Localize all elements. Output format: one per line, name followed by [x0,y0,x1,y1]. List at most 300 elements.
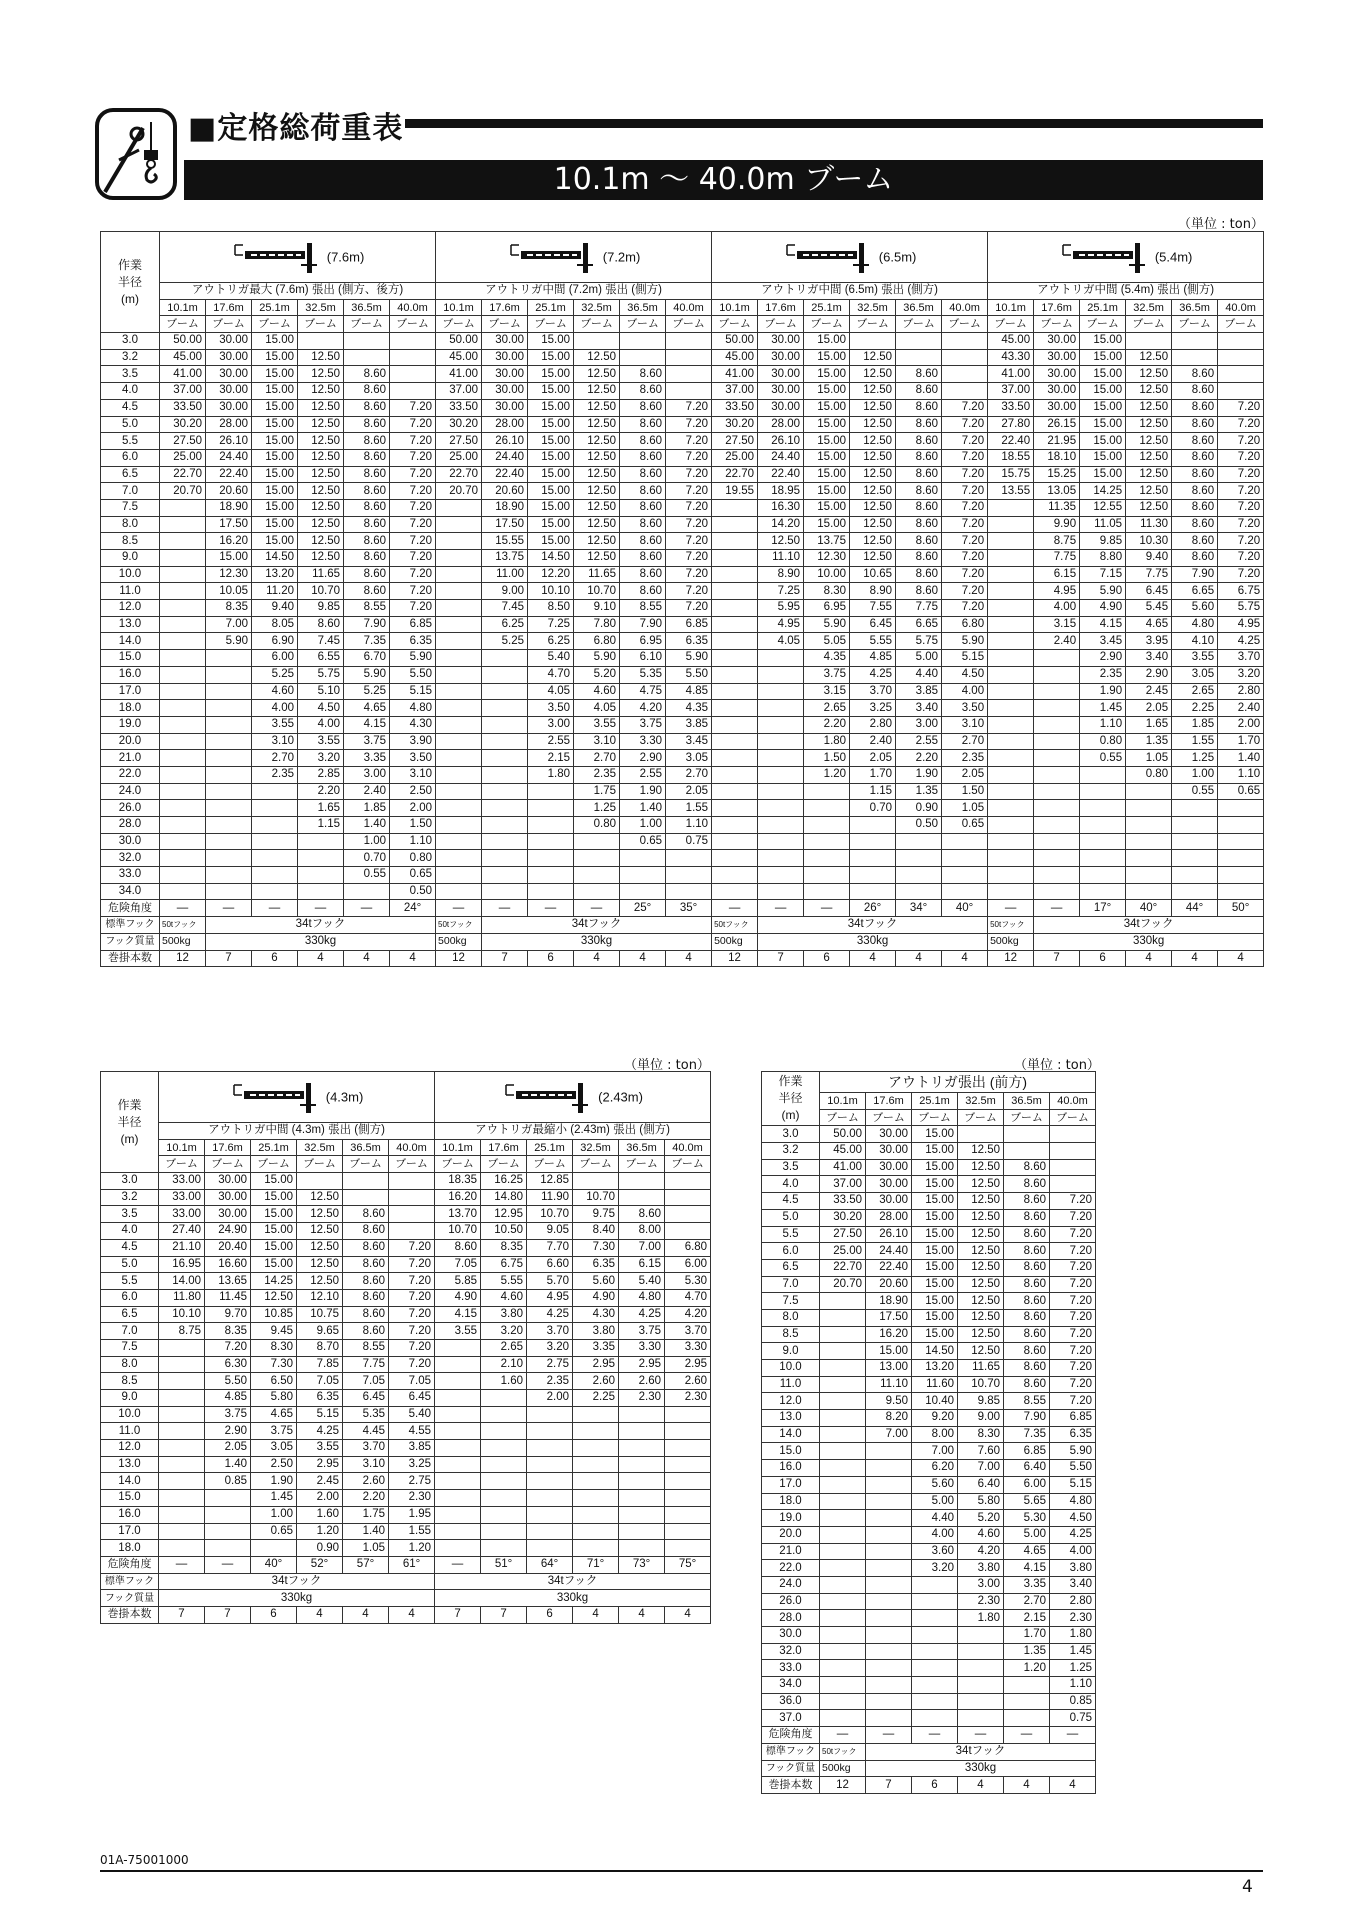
load-cell [1218,383,1264,400]
load-cell: 5.5 [762,1226,820,1243]
load-cell: 8.60 [1172,433,1218,450]
table-row [101,666,1264,683]
load-cell: 4.60 [958,1526,1004,1543]
load-cell: 5.90 [804,616,850,633]
danger-angle: 61° [389,1556,435,1573]
load-cell: 7.20 [666,533,712,550]
load-cell: 22.0 [101,766,160,783]
load-cell: 14.50 [528,550,574,567]
reeving-count: 4 [850,950,896,967]
boom-length-header: 17.6m [481,1139,527,1156]
load-cell: 10.70 [527,1206,573,1223]
load-cell: 5.90 [206,633,252,650]
load-cell: 12.50 [958,1259,1004,1276]
load-cell: 24.40 [758,449,804,466]
load-cell: 8.60 [344,366,390,383]
load-cell: 7.20 [942,533,988,550]
load-cell [1172,883,1218,900]
load-cell: 45.00 [436,349,482,366]
load-cell [481,1473,527,1490]
load-cell: 8.35 [481,1239,527,1256]
load-cell: 6.95 [804,600,850,617]
load-cell: 2.30 [389,1490,435,1507]
load-cell: 7.20 [666,416,712,433]
load-cell: 7.20 [389,1356,435,1373]
load-cell: 4.25 [619,1306,665,1323]
load-cell [436,883,482,900]
danger-angle: 51° [481,1556,527,1573]
load-cell: 7.5 [762,1293,820,1310]
load-cell: 6.65 [896,616,942,633]
load-cell [866,1460,912,1477]
load-cell: 6.85 [1050,1410,1096,1427]
load-cell: 6.35 [1050,1426,1096,1443]
load-cell: 15.00 [1080,416,1126,433]
outrigger-caption: アウトリガ張出 (前方) [820,1072,1096,1093]
load-cell: 13.0 [762,1410,820,1427]
load-cell [435,1490,481,1507]
outrigger-diagram [435,1072,711,1123]
load-cell: 5.90 [1050,1443,1096,1460]
load-chart-bottom-left [100,1071,711,1624]
load-cell [619,1189,665,1206]
load-cell [1050,1126,1096,1143]
boom-label: ブーム [390,316,436,333]
danger-angle: 64° [527,1556,573,1573]
load-cell [159,1423,205,1440]
load-cell [527,1523,573,1540]
load-cell: 3.05 [666,750,712,767]
load-cell [160,650,206,667]
load-cell: 0.50 [896,817,942,834]
load-cell [436,766,482,783]
load-cell: 11.45 [205,1289,251,1306]
load-cell: 20.70 [820,1276,866,1293]
load-cell [619,1173,665,1190]
load-cell [1218,883,1264,900]
load-cell: 33.0 [101,867,160,884]
load-cell: 6.70 [344,650,390,667]
load-cell [160,733,206,750]
load-cell: 8.60 [1172,533,1218,550]
load-cell: 18.35 [435,1173,481,1190]
load-cell: 2.65 [804,700,850,717]
boom-label: ブーム [159,1156,205,1173]
load-cell: 4.85 [205,1390,251,1407]
load-cell [866,1526,912,1543]
boom-label: ブーム [1172,316,1218,333]
load-cell: 7.20 [942,466,988,483]
load-cell: 4.70 [665,1289,711,1306]
load-cell [820,1343,866,1360]
load-cell [619,1406,665,1423]
load-cell: 8.60 [344,533,390,550]
load-cell [481,1506,527,1523]
danger-angle: 34° [896,900,942,917]
load-cell: 1.15 [298,817,344,834]
table-row [101,700,1264,717]
reeving-count: 4 [298,950,344,967]
load-cell: 12.50 [958,1193,1004,1210]
hook-34t: 34tフック [482,917,712,934]
load-cell: 13.75 [482,550,528,567]
load-cell: 1.50 [942,783,988,800]
load-cell [912,1576,958,1593]
load-cell [160,800,206,817]
load-cell: 28.00 [482,416,528,433]
load-cell: 30.00 [482,349,528,366]
load-cell: 12.50 [574,433,620,450]
load-cell: 6.0 [101,1289,159,1306]
hook-mass-330: 330kg [159,1590,435,1607]
load-cell [958,1677,1004,1694]
load-cell [297,1173,343,1190]
load-cell: 8.0 [101,516,160,533]
load-cell: 4.85 [850,650,896,667]
boom-length-header: 32.5m [958,1093,1004,1110]
load-cell [206,650,252,667]
load-cell [1034,683,1080,700]
load-cell [205,1540,251,1557]
load-cell: 7.00 [958,1460,1004,1477]
load-cell [252,817,298,834]
load-cell: 12.50 [298,349,344,366]
load-cell: 5.90 [666,650,712,667]
reeving-count: 4 [1126,950,1172,967]
load-cell: 8.30 [958,1426,1004,1443]
boom-length-header: 25.1m [1080,299,1126,316]
load-cell: 15.55 [482,533,528,550]
load-cell: 4.0 [101,383,160,400]
load-cell [988,833,1034,850]
load-cell: 7.20 [390,533,436,550]
reeving-count: 6 [804,950,850,967]
load-cell: 8.60 [620,416,666,433]
reeving-count: 7 [482,950,528,967]
load-cell: 3.75 [251,1423,297,1440]
load-cell: 30.00 [205,1189,251,1206]
load-cell: 33.50 [988,399,1034,416]
load-cell: 1.20 [297,1523,343,1540]
load-cell: 1.90 [620,783,666,800]
load-cell: 1.80 [958,1610,1004,1627]
load-cell: 33.50 [820,1193,866,1210]
boom-range-banner: 10.1m ～ 40.0m ブーム [184,160,1263,200]
load-cell: 9.20 [912,1410,958,1427]
load-cell: 7.90 [344,616,390,633]
load-cell: 8.60 [1004,1176,1050,1193]
load-cell: 2.30 [1050,1610,1096,1627]
load-cell: 37.0 [762,1710,820,1727]
table-row [762,1376,1096,1393]
load-cell: 12.50 [850,466,896,483]
load-cell: 15.00 [1080,383,1126,400]
load-cell: 9.00 [482,583,528,600]
load-cell: 1.25 [574,800,620,817]
load-cell [298,867,344,884]
load-cell: 2.35 [1080,666,1126,683]
load-cell: 8.60 [1004,1309,1050,1326]
load-cell [712,616,758,633]
load-cell: 7.20 [389,1273,435,1290]
danger-angle: — [436,900,482,917]
load-cell [896,883,942,900]
load-cell: 30.00 [1034,366,1080,383]
load-cell [820,1393,866,1410]
load-cell: 8.60 [1172,383,1218,400]
load-cell: 7.20 [942,600,988,617]
hook-mass-label: フック質量 [101,933,160,950]
load-cell [1218,333,1264,350]
load-cell [436,783,482,800]
load-cell: 5.0 [762,1209,820,1226]
load-cell: 11.90 [527,1189,573,1206]
load-cell [912,1627,958,1644]
boom-length-header: 10.1m [436,299,482,316]
table-row [101,1289,711,1306]
std-hook-label: 標準フック [101,1573,159,1590]
load-cell [436,833,482,850]
load-cell: 8.60 [896,499,942,516]
radius-header: 作業 半径 (m) [101,232,160,333]
load-cell: 7.80 [574,616,620,633]
load-cell: 11.10 [866,1376,912,1393]
load-cell [389,1173,435,1190]
load-chart-top [100,231,1264,967]
load-cell: 3.10 [390,766,436,783]
load-cell: 22.70 [820,1259,866,1276]
table-row [101,566,1264,583]
table-row [101,1440,711,1457]
load-cell: 11.65 [298,566,344,583]
load-cell: 8.60 [343,1289,389,1306]
load-cell [820,1326,866,1343]
load-cell: 5.00 [1004,1526,1050,1543]
load-cell: 7.00 [206,616,252,633]
load-cell: 2.30 [958,1593,1004,1610]
table-row [101,1473,711,1490]
load-cell [866,1627,912,1644]
danger-angle: — [866,1727,912,1744]
unit-label-top: （単位 : ton） [1178,217,1264,232]
load-cell [666,383,712,400]
load-cell: 3.70 [527,1323,573,1340]
load-cell [712,783,758,800]
load-cell: 15.00 [252,433,298,450]
load-cell: 0.80 [574,817,620,834]
load-cell: 9.90 [1034,516,1080,533]
load-cell: 7.20 [1050,1326,1096,1343]
reeving-label: 巻掛本数 [101,950,160,967]
load-cell [1080,833,1126,850]
load-cell: 7.0 [101,483,160,500]
load-cell [252,783,298,800]
load-cell: 1.40 [344,817,390,834]
load-cell: 8.00 [619,1223,665,1240]
load-cell [820,1677,866,1694]
crane-hook-icon [95,108,177,200]
reeving-count: 7 [435,1606,481,1623]
load-cell: 37.00 [436,383,482,400]
danger-angle: — [958,1727,1004,1744]
reeving-count: 7 [206,950,252,967]
load-cell: 1.10 [1080,716,1126,733]
outrigger-width-label: (5.4m) [1154,249,1193,265]
load-cell [481,1406,527,1423]
load-cell [436,666,482,683]
load-cell: 15.00 [528,333,574,350]
load-cell: 8.60 [896,550,942,567]
load-cell [666,850,712,867]
load-cell: 1.25 [1172,750,1218,767]
load-cell: 6.5 [762,1259,820,1276]
load-cell: 3.50 [942,700,988,717]
danger-angle: 25° [620,900,666,917]
load-cell: 5.90 [344,666,390,683]
load-cell: 1.40 [343,1523,389,1540]
boom-length-header: 10.1m [435,1139,481,1156]
load-cell: 11.05 [1080,516,1126,533]
load-cell: 2.20 [896,750,942,767]
load-cell: 22.0 [762,1560,820,1577]
load-cell: 7.20 [390,499,436,516]
load-cell: 1.50 [804,750,850,767]
load-cell: 8.60 [344,433,390,450]
load-cell [344,349,390,366]
hook-50t: 50tフック [160,917,206,934]
load-cell: 1.45 [1050,1643,1096,1660]
table-row [101,466,1264,483]
load-cell: 32.0 [101,850,160,867]
load-cell: 9.05 [527,1223,573,1240]
load-cell [712,750,758,767]
load-cell [850,817,896,834]
load-cell: 12.50 [958,1243,1004,1260]
load-cell [942,867,988,884]
load-cell [712,883,758,900]
load-cell [573,1506,619,1523]
load-cell: 15.00 [252,533,298,550]
load-cell: 3.75 [620,716,666,733]
load-cell [666,333,712,350]
load-cell: 15.00 [528,466,574,483]
load-cell: 11.30 [1126,516,1172,533]
boom-length-header: 32.5m [1126,299,1172,316]
hook-mass-500: 500kg [160,933,206,950]
load-cell [820,1576,866,1593]
load-cell: 3.80 [1050,1560,1096,1577]
load-cell: 30.00 [206,333,252,350]
load-cell: 11.80 [159,1289,205,1306]
load-cell: 15.00 [252,483,298,500]
load-cell [159,1390,205,1407]
load-cell: 15.00 [252,449,298,466]
load-cell [527,1490,573,1507]
reeving-count: 4 [665,1606,711,1623]
load-cell [942,366,988,383]
load-cell: 2.30 [619,1390,665,1407]
load-cell: 8.55 [343,1339,389,1356]
load-cell: 4.05 [758,633,804,650]
load-cell [573,1173,619,1190]
boom-label: ブーム [343,1156,389,1173]
load-cell: 4.35 [666,700,712,717]
load-cell: 12.50 [298,416,344,433]
load-cell: 15.00 [251,1189,297,1206]
boom-label: ブーム [619,1156,665,1173]
load-cell: 12.50 [1126,449,1172,466]
load-cell: 7.00 [912,1443,958,1460]
load-cell: 30.00 [206,383,252,400]
load-cell [942,850,988,867]
load-cell [574,833,620,850]
load-cell: 15.00 [251,1239,297,1256]
load-cell: 7.20 [205,1339,251,1356]
load-cell: 22.70 [436,466,482,483]
load-cell: 6.50 [251,1373,297,1390]
load-cell: 1.15 [850,783,896,800]
load-cell: 10.0 [101,566,160,583]
outrigger-diagram [712,232,988,283]
load-cell: 1.00 [620,817,666,834]
table-row [101,683,1264,700]
boom-length-header: 40.0m [942,299,988,316]
load-cell: 25.00 [436,449,482,466]
load-cell: 15.00 [912,1326,958,1343]
load-cell [574,883,620,900]
load-cell: 12.50 [574,349,620,366]
load-cell [436,733,482,750]
boom-label: ブーム [866,1109,912,1126]
load-cell: 3.40 [1050,1576,1096,1593]
load-cell: 15.00 [804,499,850,516]
outrigger-caption: アウトリガ中間 (5.4m) 張出 (側方) [988,283,1264,300]
load-cell [1218,349,1264,366]
load-cell: 1.10 [1218,766,1264,783]
load-cell: 1.90 [251,1473,297,1490]
load-cell [160,766,206,783]
load-cell [436,867,482,884]
load-cell: 30.00 [1034,349,1080,366]
load-cell [390,333,436,350]
load-cell: 30.00 [482,333,528,350]
load-cell: 9.00 [958,1410,1004,1427]
reeving-count: 4 [619,1606,665,1623]
load-cell [159,1356,205,1373]
load-cell: 5.95 [758,600,804,617]
load-cell: 8.55 [344,600,390,617]
load-cell [1080,817,1126,834]
load-cell: 2.75 [527,1356,573,1373]
load-cell [160,850,206,867]
load-cell: 12.50 [574,483,620,500]
boom-label: ブーム [251,1156,297,1173]
load-cell [436,716,482,733]
load-cell: 7.20 [942,550,988,567]
load-cell: 15.00 [251,1173,297,1190]
load-cell: 1.00 [344,833,390,850]
load-cell: 4.30 [390,716,436,733]
load-cell: 15.75 [988,466,1034,483]
load-cell [942,349,988,366]
load-cell: 37.00 [988,383,1034,400]
load-cell [206,716,252,733]
load-cell [436,550,482,567]
load-cell: 3.30 [620,733,666,750]
load-cell: 25.00 [712,449,758,466]
danger-angle: 17° [1080,900,1126,917]
load-cell: 7.20 [1218,550,1264,567]
